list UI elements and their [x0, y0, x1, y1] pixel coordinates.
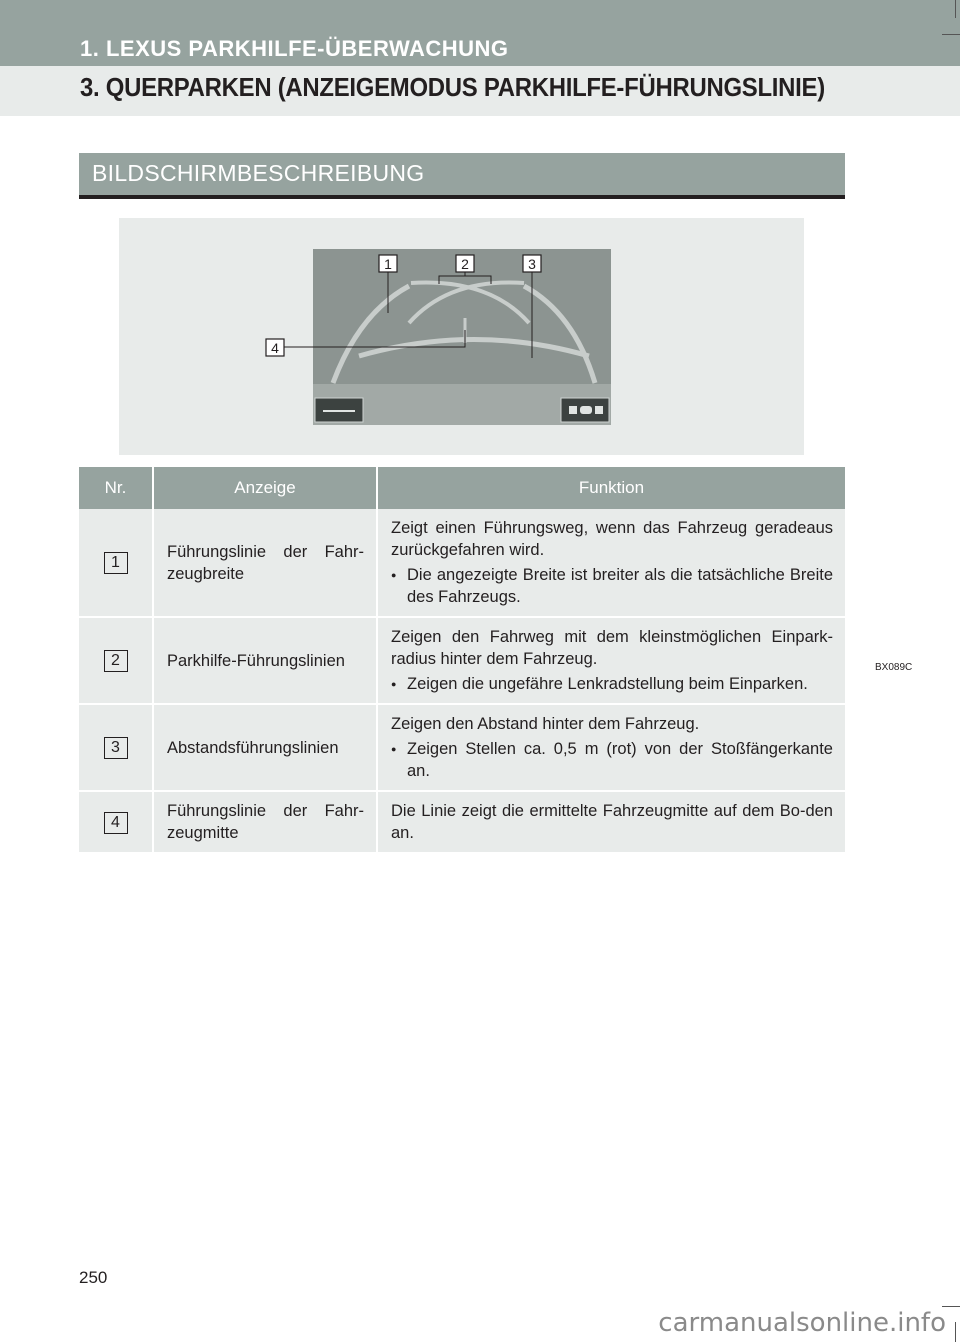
function-text: Die Linie zeigt die ermittelte Fahrzeugmitte auf dem Bo-den an. [391, 802, 833, 842]
crop-mark [942, 34, 960, 35]
callout-3 [523, 255, 541, 272]
row-number-cell [79, 704, 153, 791]
row-number-badge: 3 [104, 737, 128, 759]
crop-mark [955, 1322, 956, 1342]
subsection-title: BILDSCHIRMBESCHREIBUNG [92, 160, 425, 186]
table-row [79, 509, 845, 617]
function-text: Zeigt einen Führungsweg, wenn das Fahrzeug geradeaus zurückgefahren wird. [391, 519, 833, 559]
table-row [79, 791, 845, 853]
function-bullet: ● Zeigen Stellen ca. 0,5 m (rot) von der Stoßfängerkante an. [391, 738, 833, 782]
row-number-badge: 4 [104, 812, 128, 834]
svg-text:2: 2 [461, 256, 469, 272]
function-cell [377, 509, 845, 617]
crop-mark [942, 1306, 960, 1307]
row-number-cell [79, 617, 153, 704]
parking-assist-screen-diagram [119, 218, 804, 455]
chapter-title: 1. LEXUS PARKHILFE-ÜBERWACHUNG [80, 36, 509, 61]
function-text: Zeigen den Abstand hinter dem Fahrzeug. [391, 715, 700, 733]
figure-code: BX089C [875, 662, 913, 673]
column-header-funktion: Funktion [377, 467, 845, 509]
table-row [79, 617, 845, 704]
row-number-cell [79, 791, 153, 853]
svg-text:4: 4 [271, 340, 279, 356]
row-number-badge: 1 [104, 552, 128, 574]
function-cell [377, 791, 845, 853]
function-text: Zeigen den Fahrweg mit dem kleinstmöglichen Einpark-radius hinter dem Fahrzeug. [391, 628, 833, 668]
function-bullet: ● Die angezeigte Breite ist breiter als die tatsächliche Breite des Fahrzeugs. [391, 564, 833, 608]
screen-description-table [79, 467, 845, 854]
column-header-anzeige: Anzeige [153, 467, 377, 509]
function-cell [377, 617, 845, 704]
section-title: 3. QUERPARKEN (ANZEIGEMODUS PARKHILFE-FÜHRUNGSLINIE) [80, 72, 825, 102]
display-cell: Parkhilfe-Führungslinien [153, 617, 377, 704]
table-row [79, 704, 845, 791]
watermark: carmanualsonline.info [658, 1308, 946, 1338]
row-number-cell [79, 509, 153, 617]
function-bullet: ● Zeigen die ungefähre Lenkradstellung beim Einparken. [391, 673, 833, 695]
callout-1 [379, 255, 397, 272]
column-header-nr: Nr. [79, 467, 153, 509]
svg-text:1: 1 [384, 256, 392, 272]
crop-mark [955, 0, 956, 18]
function-cell [377, 704, 845, 791]
callout-4 [266, 339, 284, 356]
display-cell: Führungslinie der Fahr-zeugmitte [153, 791, 377, 853]
svg-text:3: 3 [528, 256, 536, 272]
callout-2 [456, 255, 474, 272]
display-cell: Abstandsführungslinien [153, 704, 377, 791]
display-cell: Führungslinie der Fahr-zeugbreite [153, 509, 377, 617]
sensor-icon [569, 406, 603, 414]
table-header-row [79, 467, 845, 509]
row-number-badge: 2 [104, 650, 128, 672]
page-number: 250 [79, 1268, 108, 1287]
